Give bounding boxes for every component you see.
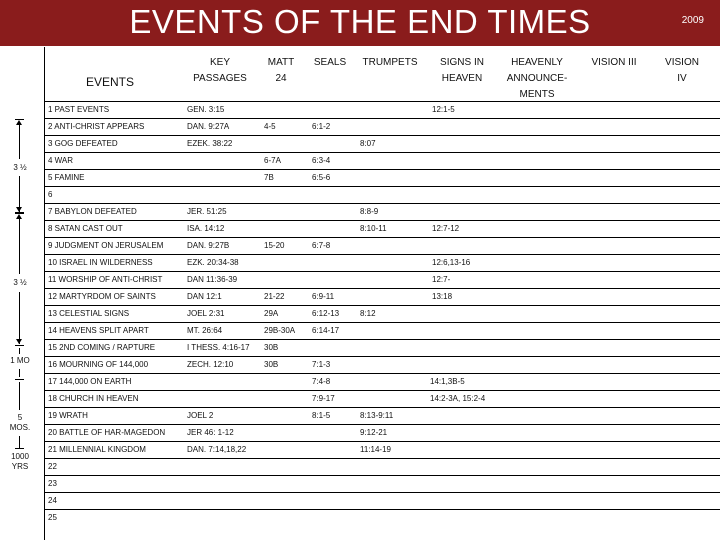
cell-event: 21 MILLENNIAL KINGDOM [48, 445, 146, 454]
timeline-tick [15, 213, 24, 214]
cell-event: 19 WRATH [48, 411, 88, 420]
cell-heavenly: 14:1,3B-5 [430, 377, 465, 386]
table-row [44, 186, 720, 204]
cell-key: JOEL 2:31 [187, 309, 225, 318]
cell-trumpets: 8:13-9:11 [360, 411, 394, 420]
heavenly-header: HEAVENLY ANNOUNCE- MENTS [506, 57, 568, 100]
cell-event: 25 [48, 513, 57, 522]
cell-key: ISA. 14:12 [187, 224, 225, 233]
table-row [44, 152, 720, 170]
cell-key: DAN. 9:27A [187, 122, 230, 131]
cell-seals: 7:1-3 [312, 360, 331, 369]
cell-signs: 12:1-5 [432, 105, 455, 114]
cell-key: DAN 12:1 [187, 292, 222, 301]
title-banner [0, 0, 720, 46]
cell-key: JOEL 2 [187, 411, 214, 420]
events-table [44, 101, 720, 540]
cell-seals: 6:12-13 [312, 309, 340, 318]
cell-event: 10 ISRAEL IN WILDERNESS [48, 258, 153, 267]
cell-trumpets: 9:12-21 [360, 428, 388, 437]
cell-event: 2 ANTI-CHRIST APPEARS [48, 122, 145, 131]
cell-trumpets: 8:10-11 [360, 224, 387, 233]
cell-key: DAN. 7:14,18,22 [187, 445, 247, 454]
arrow-up-icon [16, 214, 22, 219]
cell-trumpets: 8:8-9 [360, 207, 379, 216]
cell-key: MT. 26:64 [187, 326, 223, 335]
timeline-tick [15, 379, 24, 380]
timeline-line-4 [19, 292, 20, 344]
cell-matt: 30B [264, 360, 279, 369]
table-row [44, 407, 720, 425]
cell-event: 13 CELESTIAL SIGNS [48, 309, 130, 318]
cell-seals: 6:9-11 [312, 292, 335, 301]
cell-seals: 6:5-6 [312, 173, 331, 182]
cell-event: 3 GOG DEFEATED [48, 139, 118, 148]
cell-matt: 4-5 [264, 122, 276, 131]
cell-seals: 6:3-4 [312, 156, 331, 165]
cell-signs: 12:7-12 [432, 224, 460, 233]
table-row [44, 509, 720, 527]
cell-event: 5 FAMINE [48, 173, 85, 182]
table-row [44, 339, 720, 357]
cell-matt: 29A [264, 309, 279, 318]
cell-matt: 15-20 [264, 241, 285, 250]
timeline-line-3 [19, 218, 20, 274]
timeline-line-6 [19, 369, 20, 377]
table-row [44, 475, 720, 493]
cell-event: 9 JUDGMENT ON JERUSALEM [48, 241, 164, 250]
cell-seals: 8:1-5 [312, 411, 331, 420]
timeline-line-5 [19, 348, 20, 354]
cell-event: 16 MOURNING OF 144,000 [48, 360, 149, 369]
table-row [44, 101, 720, 119]
cell-key: DAN. 9:27B [187, 241, 230, 250]
cell-event: 8 SATAN CAST OUT [48, 224, 123, 233]
cell-key: GEN. 3:15 [187, 105, 225, 114]
cell-event: 4 WAR [48, 156, 74, 165]
cell-event: 18 CHURCH IN HEAVEN [48, 394, 139, 403]
table-row [44, 390, 720, 408]
table-row [44, 305, 720, 323]
signs-header: SIGNS IN HEAVEN [440, 57, 484, 84]
matt-header: MATT 24 [267, 57, 295, 84]
table-row [44, 118, 720, 136]
side-label-second-three-half: 3 ½ [13, 278, 27, 287]
cell-seals: 6:14-17 [312, 326, 340, 335]
timeline-line-1 [19, 124, 20, 159]
cell-signs: 12:7- [432, 275, 451, 284]
cell-event: 6 [48, 190, 53, 199]
cell-seals: 7:9-17 [312, 394, 335, 403]
year-label: 2009 [681, 15, 704, 26]
table-row [44, 135, 720, 153]
page-title: EVENTS OF THE END TIMES [129, 3, 591, 40]
cell-event: 17 144,000 ON EARTH [48, 377, 132, 386]
trumpets-header: TRUMPETS [362, 57, 418, 68]
events-column-header: EVENTS [85, 75, 134, 89]
cell-heavenly: 14:2-3A, 15:2-4 [430, 394, 486, 403]
table-row [44, 271, 720, 289]
cell-key: JER. 51:25 [187, 207, 227, 216]
vision3-header: VISION III [591, 57, 637, 68]
seals-header: SEALS [313, 57, 347, 68]
table-row [44, 356, 720, 374]
cell-seals: 6:1-2 [312, 122, 331, 131]
table-row [44, 288, 720, 306]
timeline-line-7 [19, 382, 20, 410]
cell-event: 23 [48, 479, 57, 488]
cell-key: JER 46: 1-12 [187, 428, 234, 437]
cell-event: 11 WORSHIP OF ANTI-CHRIST [48, 275, 163, 284]
cell-signs: 12:6,13-16 [432, 258, 471, 267]
cell-signs: 13:18 [432, 292, 453, 301]
cell-matt: 21-22 [264, 292, 285, 301]
cell-event: 22 [48, 462, 57, 471]
side-label-one-month: 1 MO [10, 356, 30, 365]
cell-event: 15 2ND COMING / RAPTURE [48, 343, 156, 352]
table-row [44, 254, 720, 272]
timeline-tick [15, 345, 24, 346]
table-row [44, 458, 720, 476]
cell-event: 1 PAST EVENTS [48, 105, 110, 114]
cell-matt: 7B [264, 173, 274, 182]
cell-key: ZECH. 12:10 [187, 360, 234, 369]
table-row [44, 220, 720, 238]
table-row [44, 492, 720, 510]
table-row [44, 373, 720, 391]
cell-event: 24 [48, 496, 57, 505]
table-row [44, 441, 720, 459]
table-row [44, 424, 720, 442]
cell-trumpets: 11:14-19 [360, 445, 391, 454]
cell-event: 20 BATTLE OF HAR-MAGEDON [48, 428, 166, 437]
table-row [44, 203, 720, 221]
side-label-five-months: 5 MOS. [9, 413, 31, 432]
cell-key: DAN 11:36-39 [187, 275, 238, 284]
vision4-header: VISION IV [665, 57, 699, 84]
cell-matt: 30B [264, 343, 279, 352]
cell-key: EZK. 20:34-38 [187, 258, 239, 267]
table-row [44, 322, 720, 340]
cell-trumpets: 8:12 [360, 309, 376, 318]
cell-key: I THESS. 4:16-17 [187, 343, 250, 352]
cell-event: 14 HEAVENS SPLIT APART [48, 326, 149, 335]
cell-seals: 6:7-8 [312, 241, 331, 250]
cell-seals: 7:4-8 [312, 377, 331, 386]
arrow-down-icon [16, 339, 22, 344]
cell-event: 12 MARTYRDOM OF SAINTS [48, 292, 156, 301]
cell-matt: 6-7A [264, 156, 281, 165]
side-label-first-three-half: 3 ½ [13, 163, 27, 172]
table-row [44, 169, 720, 187]
cell-event: 7 BABYLON DEFEATED [48, 207, 137, 216]
timeline-tick [15, 119, 24, 120]
cell-key: EZEK. 38:22 [187, 139, 233, 148]
timeline-tick [15, 448, 24, 449]
side-label-thousand-years: 1000 YRS [11, 452, 29, 471]
table-row [44, 237, 720, 255]
arrow-up-icon [16, 120, 22, 125]
key-passages-header: KEY PASSAGES [193, 57, 247, 84]
cell-trumpets: 8:07 [360, 139, 376, 148]
timeline-line-8 [19, 436, 20, 448]
cell-matt: 29B-30A [264, 326, 296, 335]
